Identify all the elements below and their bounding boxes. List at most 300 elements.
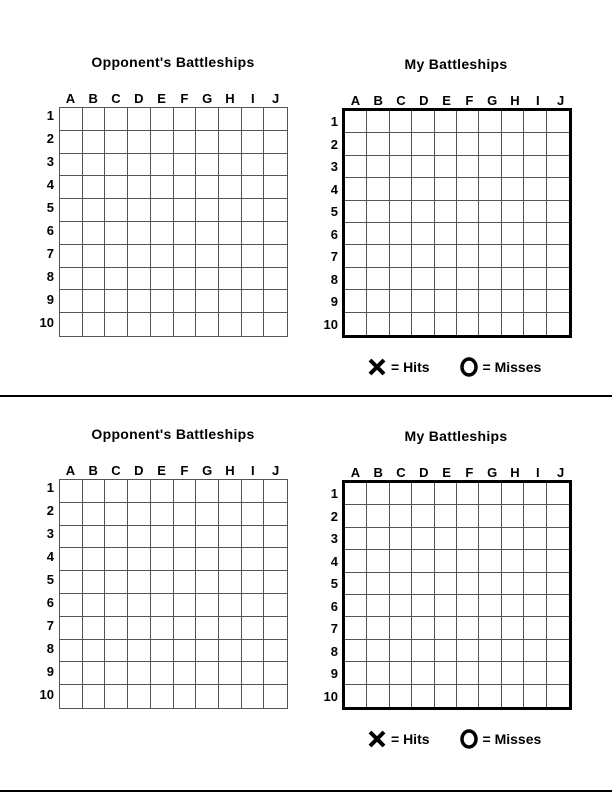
grid-cell[interactable] [242,154,265,177]
grid-cell[interactable] [128,640,151,663]
grid-cell[interactable] [435,245,457,267]
grid-cell[interactable] [547,505,569,527]
grid-cell[interactable] [345,178,367,200]
grid-cell[interactable] [367,223,389,245]
grid-cell[interactable] [219,108,242,131]
grid-cell[interactable] [60,685,83,708]
grid-cell[interactable] [412,640,434,662]
grid-cell[interactable] [457,685,479,707]
grid-cell[interactable] [435,313,457,335]
grid-cell[interactable] [264,290,287,313]
grid-cell[interactable] [547,617,569,639]
grid-cell[interactable] [83,131,106,154]
grid-cell[interactable] [345,268,367,290]
grid-cell[interactable] [242,662,265,685]
grid-cell[interactable] [83,548,106,571]
grid-cell[interactable] [457,483,479,505]
grid-cell[interactable] [151,548,174,571]
grid-cell[interactable] [502,662,524,684]
grid-cell[interactable] [151,290,174,313]
grid-cell[interactable] [479,685,501,707]
grid-cell[interactable] [242,176,265,199]
grid-cell[interactable] [412,617,434,639]
grid-cell[interactable] [174,526,197,549]
grid-cell[interactable] [502,483,524,505]
grid-cell[interactable] [174,245,197,268]
grid-cell[interactable] [547,528,569,550]
grid-cell[interactable] [242,199,265,222]
grid-cell[interactable] [412,662,434,684]
grid-cell[interactable] [83,480,106,503]
grid-cell[interactable] [479,550,501,572]
grid-cell[interactable] [367,178,389,200]
grid-cell[interactable] [390,640,412,662]
grid-cell[interactable] [412,223,434,245]
grid-cell[interactable] [345,595,367,617]
grid-cell[interactable] [457,640,479,662]
grid-cell[interactable] [547,245,569,267]
grid-cell[interactable] [479,617,501,639]
grid-cell[interactable] [60,617,83,640]
grid-cell[interactable] [367,595,389,617]
grid-cell[interactable] [242,571,265,594]
grid-cell[interactable] [435,268,457,290]
grid-cell[interactable] [242,290,265,313]
grid-cell[interactable] [524,685,546,707]
grid-cell[interactable] [390,662,412,684]
grid-cell[interactable] [219,503,242,526]
grid-cell[interactable] [60,640,83,663]
grid-cell[interactable] [502,290,524,312]
grid-cell[interactable] [367,268,389,290]
grid-cell[interactable] [390,573,412,595]
grid-cell[interactable] [345,528,367,550]
grid-cell[interactable] [105,313,128,336]
grid-cell[interactable] [242,108,265,131]
grid-cell[interactable] [502,313,524,335]
grid-cell[interactable] [367,505,389,527]
grid-cell[interactable] [264,268,287,291]
grid-cell[interactable] [151,268,174,291]
grid-cell[interactable] [264,222,287,245]
grid-cell[interactable] [264,313,287,336]
grid-cell[interactable] [264,594,287,617]
grid-cell[interactable] [502,685,524,707]
grid-cell[interactable] [174,154,197,177]
grid-cell[interactable] [105,176,128,199]
grid-cell[interactable] [367,313,389,335]
grid-cell[interactable] [151,154,174,177]
grid-cell[interactable] [479,133,501,155]
grid-cell[interactable] [524,550,546,572]
grid-cell[interactable] [105,268,128,291]
grid-cell[interactable] [367,111,389,133]
grid-cell[interactable] [367,483,389,505]
grid-cell[interactable] [479,528,501,550]
grid-cell[interactable] [457,223,479,245]
grid-cell[interactable] [174,662,197,685]
grid-cell[interactable] [196,245,219,268]
grid-cell[interactable] [390,483,412,505]
grid-cell[interactable] [457,595,479,617]
grid-cell[interactable] [412,550,434,572]
grid-cell[interactable] [345,290,367,312]
grid-cell[interactable] [128,199,151,222]
grid-cell[interactable] [264,548,287,571]
grid-cell[interactable] [196,154,219,177]
grid-cell[interactable] [151,617,174,640]
grid-cell[interactable] [264,662,287,685]
grid-cell[interactable] [502,111,524,133]
grid-cell[interactable] [345,550,367,572]
grid-cell[interactable] [219,685,242,708]
grid-cell[interactable] [502,178,524,200]
grid-cell[interactable] [345,245,367,267]
grid-cell[interactable] [502,595,524,617]
grid-cell[interactable] [367,573,389,595]
grid-cell[interactable] [502,528,524,550]
grid-cell[interactable] [547,685,569,707]
grid-cell[interactable] [60,480,83,503]
grid-cell[interactable] [174,199,197,222]
grid-cell[interactable] [264,199,287,222]
grid-cell[interactable] [412,313,434,335]
grid-cell[interactable] [83,571,106,594]
grid-cell[interactable] [60,503,83,526]
grid-cell[interactable] [547,133,569,155]
grid-cell[interactable] [128,245,151,268]
grid-cell[interactable] [128,154,151,177]
grid-cell[interactable] [502,640,524,662]
grid-cell[interactable] [128,571,151,594]
grid-cell[interactable] [264,685,287,708]
grid-cell[interactable] [435,573,457,595]
grid-cell[interactable] [264,617,287,640]
grid-cell[interactable] [457,550,479,572]
grid-cell[interactable] [242,526,265,549]
grid-cell[interactable] [196,131,219,154]
grid-cell[interactable] [60,131,83,154]
grid-cell[interactable] [457,313,479,335]
grid-cell[interactable] [390,595,412,617]
grid-cell[interactable] [196,503,219,526]
grid-cell[interactable] [390,313,412,335]
grid-cell[interactable] [547,290,569,312]
grid-cell[interactable] [151,640,174,663]
grid-cell[interactable] [128,176,151,199]
grid-cell[interactable] [412,505,434,527]
grid-cell[interactable] [390,201,412,223]
grid-cell[interactable] [345,156,367,178]
grid-cell[interactable] [174,131,197,154]
grid-cell[interactable] [345,573,367,595]
grid-cell[interactable] [547,573,569,595]
grid-cell[interactable] [196,662,219,685]
grid-cell[interactable] [196,548,219,571]
grid-cell[interactable] [105,245,128,268]
grid-cell[interactable] [412,268,434,290]
grid-cell[interactable] [128,594,151,617]
grid-cell[interactable] [435,223,457,245]
grid-cell[interactable] [105,662,128,685]
grid-cell[interactable] [219,662,242,685]
grid-cell[interactable] [151,222,174,245]
grid-cell[interactable] [345,223,367,245]
grid-cell[interactable] [345,640,367,662]
opponent-grid[interactable] [59,107,288,337]
grid-cell[interactable] [435,111,457,133]
grid-cell[interactable] [435,156,457,178]
grid-cell[interactable] [151,685,174,708]
grid-cell[interactable] [345,617,367,639]
grid-cell[interactable] [83,685,106,708]
grid-cell[interactable] [242,594,265,617]
grid-cell[interactable] [60,571,83,594]
grid-cell[interactable] [390,245,412,267]
grid-cell[interactable] [457,290,479,312]
grid-cell[interactable] [547,640,569,662]
grid-cell[interactable] [264,154,287,177]
grid-cell[interactable] [367,290,389,312]
grid-cell[interactable] [502,133,524,155]
grid-cell[interactable] [390,617,412,639]
grid-cell[interactable] [60,108,83,131]
grid-cell[interactable] [174,480,197,503]
grid-cell[interactable] [83,640,106,663]
grid-cell[interactable] [524,133,546,155]
grid-cell[interactable] [105,108,128,131]
grid-cell[interactable] [219,313,242,336]
grid-cell[interactable] [60,548,83,571]
grid-cell[interactable] [196,685,219,708]
grid-cell[interactable] [390,550,412,572]
grid-cell[interactable] [219,640,242,663]
grid-cell[interactable] [83,108,106,131]
grid-cell[interactable] [367,133,389,155]
grid-cell[interactable] [264,480,287,503]
grid-cell[interactable] [128,548,151,571]
grid-cell[interactable] [105,548,128,571]
grid-cell[interactable] [547,201,569,223]
grid-cell[interactable] [479,313,501,335]
grid-cell[interactable] [367,201,389,223]
grid-cell[interactable] [435,685,457,707]
grid-cell[interactable] [196,176,219,199]
grid-cell[interactable] [547,111,569,133]
grid-cell[interactable] [457,573,479,595]
grid-cell[interactable] [524,268,546,290]
grid-cell[interactable] [435,528,457,550]
grid-cell[interactable] [105,503,128,526]
grid-cell[interactable] [367,245,389,267]
grid-cell[interactable] [105,685,128,708]
grid-cell[interactable] [196,617,219,640]
grid-cell[interactable] [196,108,219,131]
grid-cell[interactable] [524,662,546,684]
grid-cell[interactable] [479,483,501,505]
grid-cell[interactable] [412,595,434,617]
grid-cell[interactable] [105,480,128,503]
grid-cell[interactable] [174,640,197,663]
grid-cell[interactable] [151,245,174,268]
grid-cell[interactable] [242,313,265,336]
grid-cell[interactable] [412,290,434,312]
grid-cell[interactable] [547,268,569,290]
grid-cell[interactable] [524,156,546,178]
grid-cell[interactable] [524,223,546,245]
grid-cell[interactable] [412,483,434,505]
grid-cell[interactable] [83,154,106,177]
grid-cell[interactable] [174,685,197,708]
grid-cell[interactable] [219,480,242,503]
grid-cell[interactable] [524,483,546,505]
grid-cell[interactable] [174,594,197,617]
grid-cell[interactable] [547,483,569,505]
grid-cell[interactable] [128,617,151,640]
grid-cell[interactable] [367,550,389,572]
grid-cell[interactable] [502,245,524,267]
grid-cell[interactable] [83,662,106,685]
grid-cell[interactable] [60,313,83,336]
grid-cell[interactable] [345,505,367,527]
grid-cell[interactable] [219,176,242,199]
grid-cell[interactable] [502,268,524,290]
grid-cell[interactable] [83,503,106,526]
grid-cell[interactable] [219,290,242,313]
grid-cell[interactable] [264,571,287,594]
grid-cell[interactable] [345,483,367,505]
grid-cell[interactable] [105,290,128,313]
grid-cell[interactable] [60,662,83,685]
grid-cell[interactable] [524,595,546,617]
grid-cell[interactable] [128,290,151,313]
grid-cell[interactable] [435,662,457,684]
grid-cell[interactable] [547,313,569,335]
my-grid[interactable] [342,480,572,710]
grid-cell[interactable] [151,662,174,685]
grid-cell[interactable] [502,550,524,572]
grid-cell[interactable] [219,594,242,617]
grid-cell[interactable] [83,594,106,617]
grid-cell[interactable] [345,111,367,133]
grid-cell[interactable] [128,268,151,291]
grid-cell[interactable] [242,222,265,245]
grid-cell[interactable] [128,222,151,245]
grid-cell[interactable] [242,548,265,571]
grid-cell[interactable] [457,156,479,178]
grid-cell[interactable] [83,245,106,268]
grid-cell[interactable] [60,268,83,291]
grid-cell[interactable] [151,480,174,503]
grid-cell[interactable] [367,640,389,662]
grid-cell[interactable] [435,617,457,639]
grid-cell[interactable] [502,201,524,223]
grid-cell[interactable] [479,156,501,178]
grid-cell[interactable] [196,640,219,663]
grid-cell[interactable] [524,505,546,527]
grid-cell[interactable] [242,640,265,663]
grid-cell[interactable] [105,526,128,549]
grid-cell[interactable] [219,617,242,640]
grid-cell[interactable] [547,550,569,572]
grid-cell[interactable] [547,178,569,200]
grid-cell[interactable] [151,108,174,131]
grid-cell[interactable] [435,133,457,155]
grid-cell[interactable] [457,178,479,200]
grid-cell[interactable] [128,526,151,549]
grid-cell[interactable] [390,268,412,290]
grid-cell[interactable] [105,199,128,222]
grid-cell[interactable] [83,176,106,199]
grid-cell[interactable] [174,313,197,336]
grid-cell[interactable] [83,617,106,640]
grid-cell[interactable] [219,245,242,268]
grid-cell[interactable] [457,133,479,155]
grid-cell[interactable] [105,131,128,154]
grid-cell[interactable] [390,178,412,200]
opponent-grid[interactable] [59,479,288,709]
grid-cell[interactable] [412,178,434,200]
grid-cell[interactable] [83,268,106,291]
grid-cell[interactable] [174,268,197,291]
grid-cell[interactable] [174,290,197,313]
grid-cell[interactable] [83,199,106,222]
grid-cell[interactable] [524,313,546,335]
grid-cell[interactable] [242,480,265,503]
grid-cell[interactable] [524,201,546,223]
grid-cell[interactable] [151,503,174,526]
grid-cell[interactable] [479,245,501,267]
grid-cell[interactable] [196,594,219,617]
grid-cell[interactable] [174,617,197,640]
grid-cell[interactable] [151,313,174,336]
grid-cell[interactable] [105,594,128,617]
grid-cell[interactable] [151,199,174,222]
grid-cell[interactable] [219,222,242,245]
grid-cell[interactable] [196,480,219,503]
grid-cell[interactable] [264,640,287,663]
grid-cell[interactable] [105,154,128,177]
grid-cell[interactable] [60,526,83,549]
grid-cell[interactable] [264,131,287,154]
grid-cell[interactable] [502,617,524,639]
grid-cell[interactable] [367,617,389,639]
grid-cell[interactable] [412,245,434,267]
grid-cell[interactable] [435,505,457,527]
grid-cell[interactable] [105,617,128,640]
grid-cell[interactable] [105,640,128,663]
grid-cell[interactable] [479,573,501,595]
grid-cell[interactable] [60,154,83,177]
grid-cell[interactable] [264,503,287,526]
grid-cell[interactable] [524,617,546,639]
grid-cell[interactable] [457,201,479,223]
grid-cell[interactable] [457,528,479,550]
grid-cell[interactable] [367,156,389,178]
grid-cell[interactable] [435,201,457,223]
grid-cell[interactable] [128,108,151,131]
grid-cell[interactable] [60,199,83,222]
grid-cell[interactable] [524,528,546,550]
grid-cell[interactable] [83,313,106,336]
grid-cell[interactable] [174,571,197,594]
grid-cell[interactable] [435,595,457,617]
grid-cell[interactable] [479,662,501,684]
grid-cell[interactable] [128,480,151,503]
grid-cell[interactable] [390,111,412,133]
grid-cell[interactable] [547,662,569,684]
grid-cell[interactable] [524,111,546,133]
